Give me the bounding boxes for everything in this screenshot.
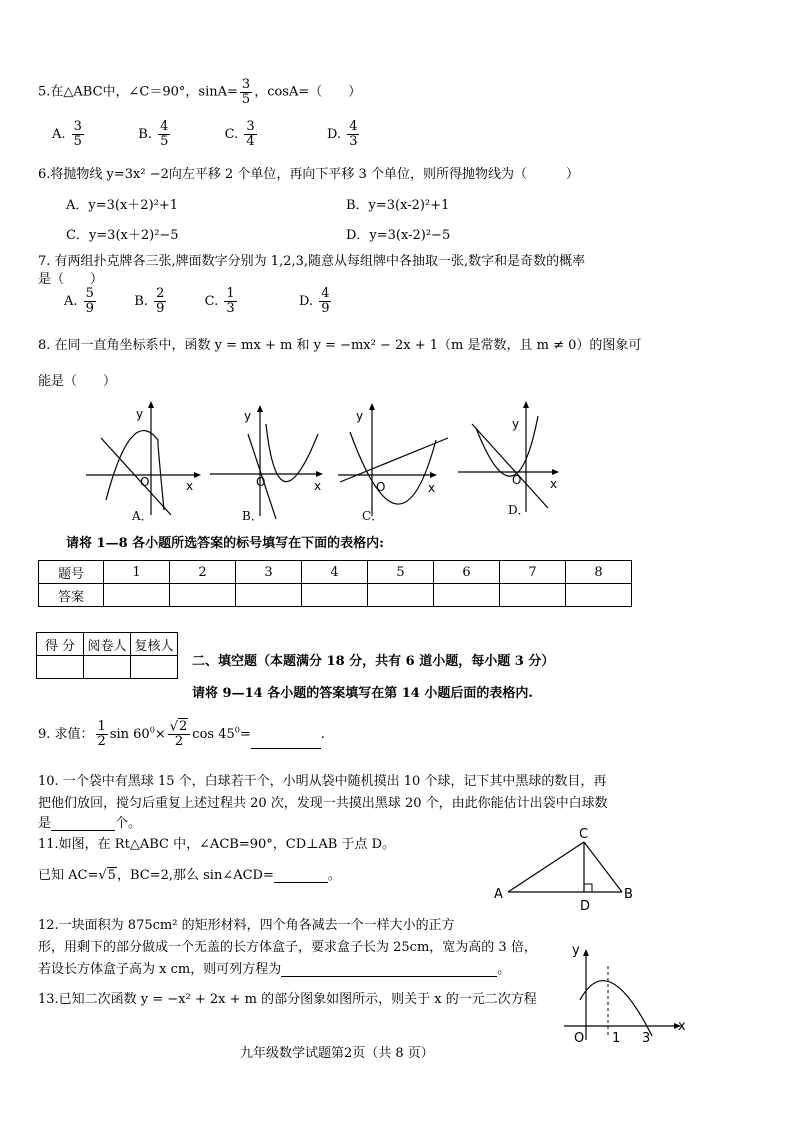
graph-b[interactable]	[208, 404, 328, 524]
question-number: 6	[434, 561, 500, 584]
y-axis-arrow	[257, 405, 263, 412]
score-header: 得 分	[37, 633, 84, 656]
question-number: 4	[302, 561, 368, 584]
answer-instruction: 请将 1—8 各小题所选答案的标号填写在下面的表格内:	[66, 536, 384, 551]
option-b[interactable]: B．y=3(x-2)²+1	[346, 198, 450, 213]
x-label: x	[550, 477, 558, 491]
tick-3-label: 3	[642, 1031, 651, 1046]
origin-label: O	[376, 480, 386, 494]
x-label: x	[428, 481, 436, 495]
question-12-line-2: 形，用剩下的部分做成一个无盖的长方体盒子，要求盒子长为 25cm，宽为高的 3 倍，	[38, 940, 537, 955]
q11-answer-blank[interactable]	[274, 882, 328, 883]
question-number: 8	[566, 561, 632, 584]
question-7-stem: 7. 有两组扑克牌各三张,牌面数字分别为 1,2,3,随意从每组牌中各抽取一张,数字和是奇数的概率	[38, 254, 586, 269]
option-a[interactable]: A. $\frac{5}{9}$	[64, 286, 94, 316]
score-cell[interactable]	[37, 656, 84, 679]
section-2-title: 二、填空题（本题满分 18 分，共有 6 道小题，每小题 3 分）	[192, 654, 555, 669]
y-axis-arrow	[148, 401, 154, 408]
graph-a[interactable]	[86, 400, 206, 524]
q9-answer-blank[interactable]	[251, 748, 321, 749]
answer-cell[interactable]	[566, 584, 632, 607]
option-d[interactable]: D. $\frac{4}{9}$	[298, 286, 330, 316]
side-ac	[508, 842, 584, 892]
question-8-stem: 8. 在同一直角坐标系中，函数 y = mx + m 和 y = −mx² − 2x + 1（m 是常数，且 m ≠ 0）的图象可	[38, 338, 642, 353]
section-2-instruction: 请将 9—14 各小题的答案填写在第 14 小题后面的表格内.	[192, 686, 533, 701]
y-label: y	[136, 407, 144, 421]
parabola	[476, 416, 538, 476]
x-axis-arrow	[316, 471, 323, 477]
table-row	[37, 633, 178, 656]
x-axis-arrow	[552, 469, 559, 475]
reviewer-cell[interactable]	[131, 656, 178, 679]
option-b[interactable]: B. $\frac{2}{9}$	[134, 286, 165, 316]
x-axis-arrow	[194, 472, 201, 478]
question-7-options	[64, 287, 333, 315]
table-row	[39, 584, 632, 607]
graph-c[interactable]	[336, 402, 454, 524]
table-row	[39, 561, 632, 584]
question-number: 3	[236, 561, 302, 584]
parabola	[266, 424, 318, 482]
graph-label: A．	[132, 509, 153, 523]
answer-cell[interactable]	[170, 584, 236, 607]
score-table	[36, 632, 178, 679]
graph-label: D．	[508, 503, 530, 517]
question-13: 13.已知二次函数 y = −x² + 2x + m 的部分图象如图所示，则关于 x 的一元二次方程	[38, 992, 537, 1007]
question-10-line-1: 10. 一个袋中有黑球 15 个，白球若干个，小明从袋中随机摸出 10 个球，记下其中黑球的数目，再	[38, 774, 607, 789]
tick-1-label: 1	[612, 1031, 621, 1046]
table-header-cell: 题号	[39, 561, 104, 584]
y-label: y	[356, 409, 364, 423]
question-number: 1	[104, 561, 170, 584]
question-number: 2	[170, 561, 236, 584]
question-11-line-1: 11.如图，在 Rt△ABC 中，∠ACB=90°，CD⊥AB 于点 D。	[38, 837, 396, 852]
parabola	[580, 981, 652, 1036]
x-label: x	[186, 479, 194, 493]
question-12-line-3: 若设长方体盒子高为 x cm，则可列方程为 。	[38, 962, 511, 977]
origin-label: O	[140, 475, 150, 489]
option-d[interactable]: D. $\frac{4}{3}$	[326, 119, 358, 149]
table-row	[37, 656, 178, 679]
question-5-stem: 5.在△ABC中，∠C＝90°，sinA= $\frac{3}{5}$ ，cosA=（ ）	[38, 77, 362, 107]
answer-table	[38, 560, 632, 607]
option-a[interactable]: A. $\frac{3}{5}$	[52, 119, 82, 149]
answer-cell[interactable]	[236, 584, 302, 607]
parabola	[350, 432, 436, 504]
question-11-line-2: 已知 AC=√5，BC=2,那么 sin∠ACD= 。	[38, 868, 341, 883]
answer-cell[interactable]	[500, 584, 566, 607]
question-8-stem-2: 能是（ ）	[38, 374, 117, 389]
parabola-figure	[560, 938, 694, 1048]
label-b: B	[624, 887, 633, 902]
reviewer-header: 复核人	[131, 633, 178, 656]
question-7-stem-2: 是（ ）	[38, 272, 104, 287]
y-label: y	[512, 417, 520, 431]
table-header-cell: 答案	[39, 584, 104, 607]
x-label: x	[678, 1019, 686, 1034]
question-5-options	[52, 120, 361, 148]
q12-answer-blank[interactable]	[281, 976, 497, 977]
origin-label: O	[256, 475, 266, 489]
graph-d[interactable]	[456, 400, 576, 522]
y-axis-arrow	[583, 949, 589, 956]
option-c[interactable]: C. $\frac{1}{3}$	[204, 286, 235, 316]
question-9: 9. 求值： $\frac{1}{2}$ $\sin 60^0\times$ $\frac{√2}{2}$ $\cos 45^0=$ .	[38, 719, 325, 749]
x-axis-arrow	[430, 472, 437, 478]
grader-cell[interactable]	[84, 656, 131, 679]
answer-cell[interactable]	[434, 584, 500, 607]
grader-header: 阅卷人	[84, 633, 131, 656]
origin-label: O	[512, 473, 522, 487]
option-c[interactable]: C．y=3(x＋2)²−5	[66, 228, 179, 243]
option-d[interactable]: D．y=3(x-2)²−5	[346, 228, 451, 243]
graph-label: B．	[242, 509, 263, 523]
y-axis-arrow	[523, 401, 529, 408]
option-a[interactable]: A．y=3(x＋2)²+1	[66, 198, 179, 213]
y-axis-arrow	[369, 403, 375, 410]
q10-answer-blank[interactable]	[51, 830, 115, 831]
question-12-line-1: 12.一块面积为 875cm² 的矩形材料，四个角各减去一个一样大小的正方	[38, 918, 455, 933]
y-label: y	[244, 409, 252, 423]
origin-label: O	[574, 1031, 585, 1046]
label-c: C	[579, 827, 589, 842]
graph-label: C．	[362, 509, 384, 523]
label-a: A	[494, 887, 503, 902]
question-10-line-3: 是 个。	[38, 816, 142, 831]
x-label: x	[314, 479, 322, 493]
question-6-stem: 6.将抛物线 y=3x² −2向左平移 2 个单位，再向下平移 3 个单位，则所得抛物线为（ ）	[38, 167, 579, 182]
option-b[interactable]: B. $\frac{4}{5}$	[138, 119, 169, 149]
question-number: 5	[368, 561, 434, 584]
answer-cell[interactable]	[368, 584, 434, 607]
triangle-figure	[490, 826, 640, 916]
label-d: D	[580, 899, 591, 914]
question-number: 7	[500, 561, 566, 584]
right-angle-mark	[584, 884, 592, 892]
answer-cell[interactable]	[302, 584, 368, 607]
question-10-line-2: 把他们放回，搅匀后重复上述过程共 20 次，发现一共摸出黑球 20 个，由此你能估计出袋中白球数	[38, 796, 608, 811]
y-label: y	[572, 943, 580, 958]
page-footer: 九年级数学试题第2页（共 8 页）	[240, 1046, 434, 1061]
line	[472, 424, 548, 508]
answer-cell[interactable]	[104, 584, 170, 607]
option-c[interactable]: C. $\frac{3}{4}$	[224, 119, 255, 149]
